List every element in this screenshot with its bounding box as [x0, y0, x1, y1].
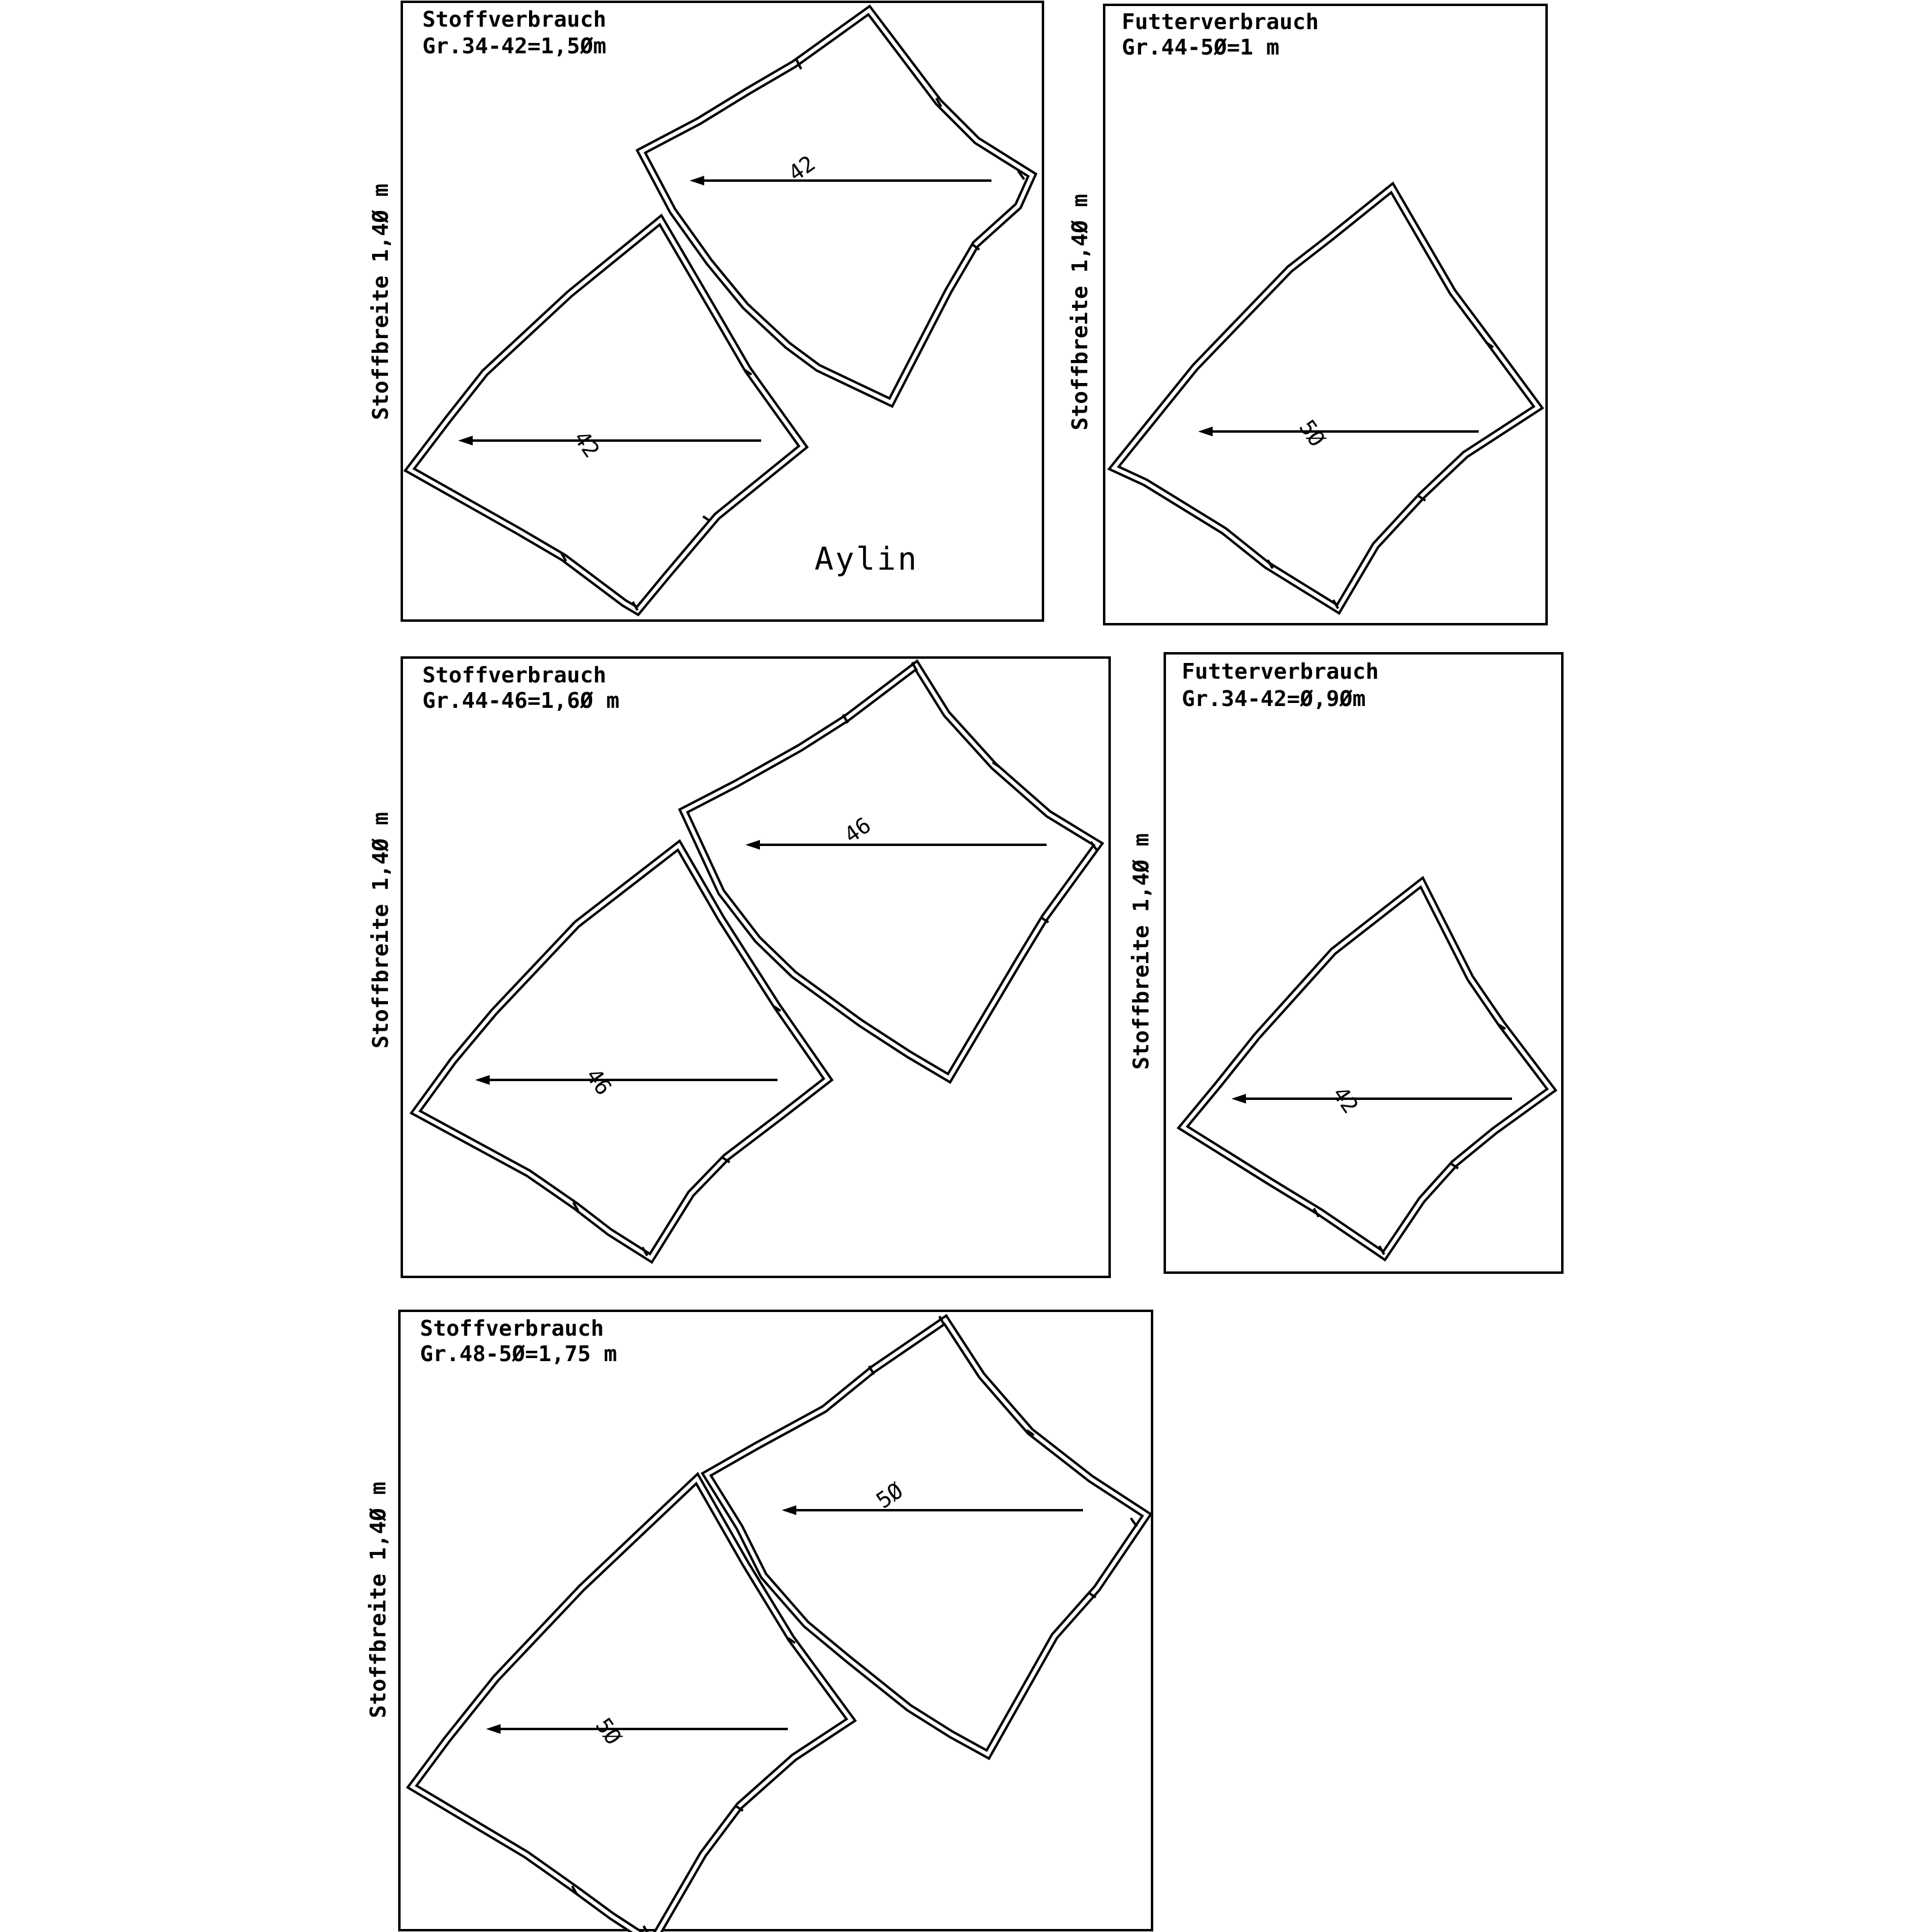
piece-size-label: 5Ø — [590, 1713, 626, 1750]
panel-1-subtitle: Gr.34-42=1,5Øm — [422, 34, 607, 59]
panel-2-subtitle: Gr.44-5Ø=1 m — [1122, 35, 1280, 60]
pattern-piece — [641, 10, 1032, 402]
panel-5 — [366, 1311, 1152, 1932]
piece-size-label: 42 — [568, 426, 604, 462]
pattern-piece — [416, 845, 828, 1258]
grain-arrow — [1231, 1094, 1512, 1104]
panel-1-frame — [402, 2, 1043, 621]
panel-3-side-label: Stoffbreite 1,4Ø m — [368, 811, 393, 1049]
panel-3-title: Stoffverbrauch — [422, 663, 607, 688]
grain-arrow — [690, 176, 991, 185]
panel-4-subtitle: Gr.34-42=Ø,9Øm — [1182, 687, 1366, 711]
pattern-piece — [410, 220, 803, 611]
panel-2-frame — [1104, 5, 1547, 624]
panel-2-side-label: Stoffbreite 1,4Ø m — [1068, 193, 1093, 431]
piece-size-label: 42 — [1327, 1082, 1363, 1118]
grain-arrow — [782, 1505, 1083, 1515]
grain-arrow — [458, 436, 761, 445]
panel-5-side-label: Stoffbreite 1,4Ø m — [366, 1481, 391, 1719]
pattern-piece — [1183, 882, 1551, 1256]
piece-size-label: 46 — [581, 1064, 616, 1100]
panel-4 — [1129, 653, 1562, 1273]
pattern-piece — [684, 662, 1098, 1078]
grain-arrow — [486, 1724, 788, 1734]
pattern-piece — [1114, 188, 1538, 609]
panel-4-title: Futterverbrauch — [1182, 659, 1379, 684]
piece-size-label: 5Ø — [1294, 415, 1330, 451]
panel-2 — [1068, 5, 1547, 624]
panel-1 — [368, 2, 1043, 621]
piece-size-label: 5Ø — [871, 1478, 908, 1514]
panel-5-title: Stoffverbrauch — [420, 1316, 604, 1341]
panel-1-side-label: Stoffbreite 1,4Ø m — [368, 183, 393, 421]
grain-arrow — [1198, 427, 1479, 436]
panel-5-subtitle: Gr.48-5Ø=1,75 m — [420, 1342, 618, 1367]
grain-arrow — [475, 1075, 778, 1085]
panel-1-name-label: Aylin — [814, 541, 919, 578]
panel-4-side-label: Stoffbreite 1,4Ø m — [1129, 833, 1154, 1070]
pattern-piece — [707, 1316, 1147, 1754]
panel-1-title: Stoffverbrauch — [422, 7, 607, 32]
panel-3-subtitle: Gr.44-46=1,6Ø m — [422, 688, 620, 713]
grain-arrow — [745, 840, 1047, 850]
panel-2-title: Futterverbrauch — [1122, 10, 1319, 35]
piece-size-label: 42 — [784, 151, 820, 187]
pattern-piece — [412, 1479, 851, 1932]
piece-size-label: 46 — [839, 813, 876, 848]
panel-4-frame — [1165, 653, 1562, 1273]
panel-3 — [368, 658, 1110, 1277]
